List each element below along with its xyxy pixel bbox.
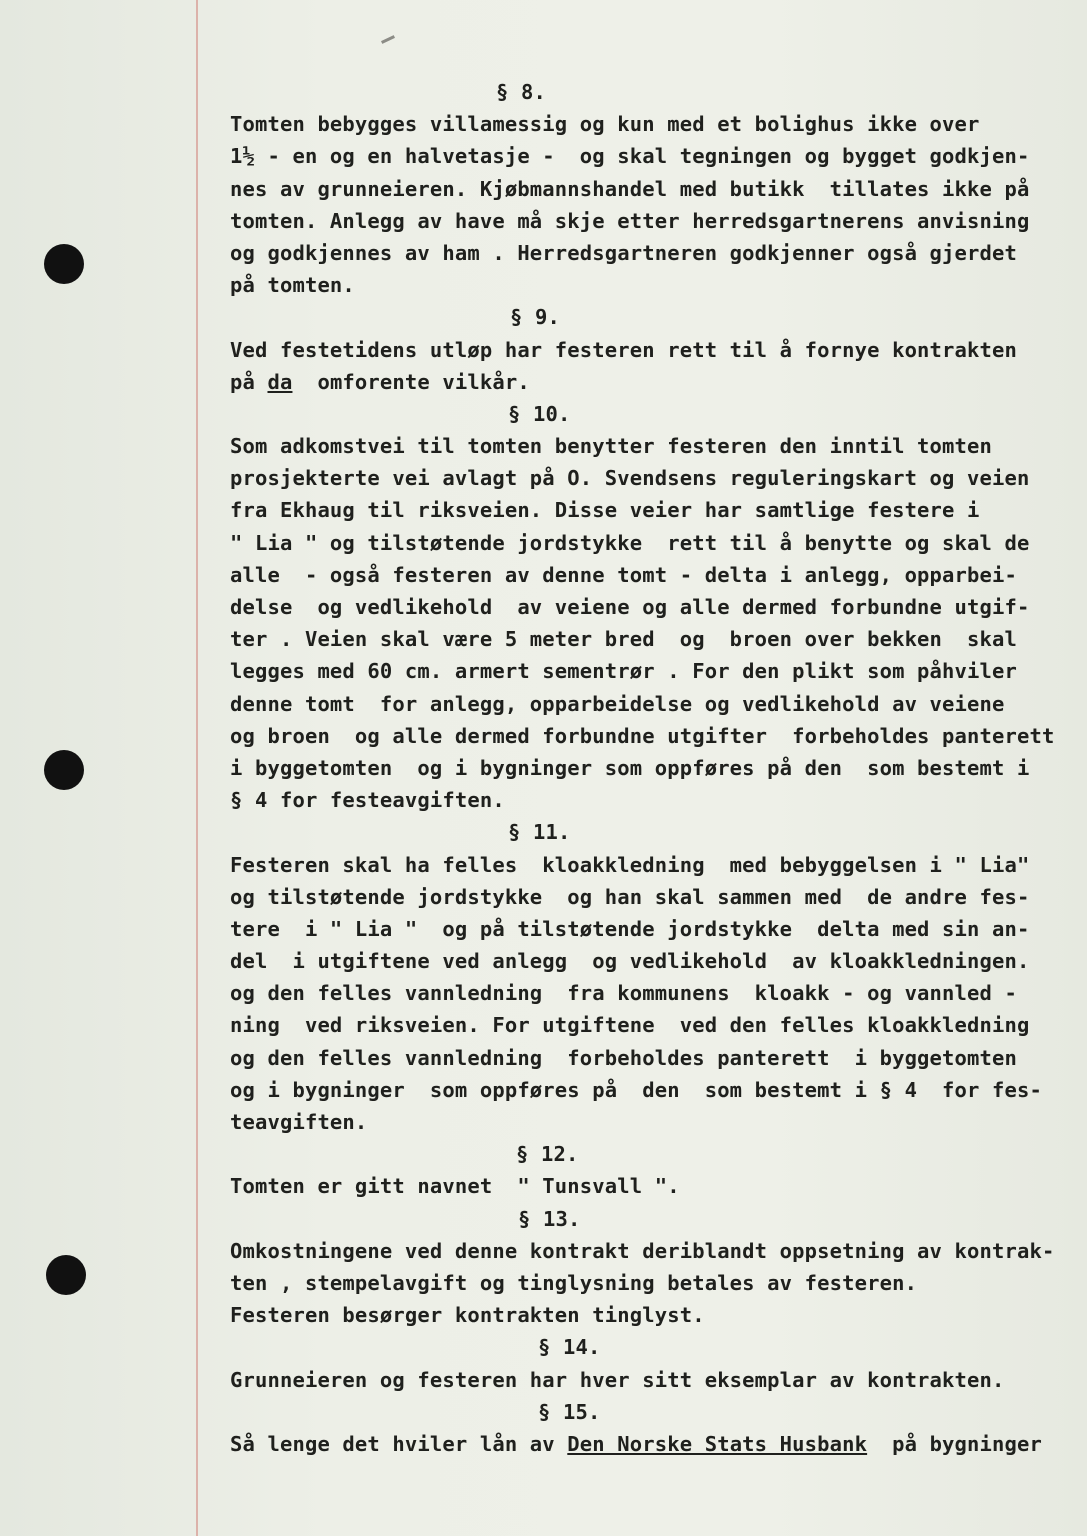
text-line: og godkjennes av ham . Herredsgartneren godkjenner også gjerdet bbox=[230, 240, 1017, 265]
text-line: Festeren besørger kontrakten tinglyst. bbox=[230, 1303, 705, 1328]
section-heading: § 10. bbox=[508, 401, 571, 426]
section-heading: § 11. bbox=[508, 820, 571, 845]
text-line: og den felles vannledning forbeholdes panterett i byggetomten bbox=[230, 1045, 1017, 1070]
text-line: legges med 60 cm. armert sementrør . For den plikt som påhviler bbox=[230, 659, 1017, 684]
punch-hole bbox=[44, 244, 84, 284]
text-line: fra Ekhaug til riksveien. Disse veier har samtlige festere i bbox=[230, 498, 980, 523]
text-line: Festeren skal ha felles kloakkledning med bebyggelsen i " Lia" bbox=[230, 852, 1030, 877]
punch-hole bbox=[44, 750, 84, 790]
text-line: prosjekterte vei avlagt på O. Svendsens reguleringskart og veien bbox=[230, 466, 1030, 491]
text-line: og broen og alle dermed forbundne utgifter forbeholdes panterett bbox=[230, 723, 1055, 748]
pen-mark bbox=[381, 35, 395, 44]
text-line: nes av grunneieren. Kjøbmannshandel med butikk tillates ikke på bbox=[230, 176, 1030, 201]
text-line: og den felles vannledning fra kommunens kloakk - og vannled - bbox=[230, 981, 1017, 1006]
text-line: Tomten er gitt navnet " Tunsvall ". bbox=[230, 1174, 680, 1199]
text-line: tomten. Anlegg av have må skje etter herredsgartnerens anvisning bbox=[230, 208, 1030, 233]
text-line: ter . Veien skal være 5 meter bred og broen over bekken skal bbox=[230, 627, 1017, 652]
punch-hole bbox=[46, 1255, 86, 1295]
section-heading: § 15. bbox=[538, 1399, 601, 1424]
text-line: 1½ - en og en halvetasje - og skal tegningen og bygget godkjen- bbox=[230, 144, 1030, 169]
text-line: " Lia " og tilstøtende jordstykke rett til å benytte og skal de bbox=[230, 530, 1030, 555]
text-line: Som adkomstvei til tomten benytter festeren den inntil tomten bbox=[230, 434, 993, 459]
text-line: og tilstøtende jordstykke og han skal sammen med de andre fes- bbox=[230, 884, 1030, 909]
text-line: ning ved riksveien. For utgiftene ved den felles kloakkledning bbox=[230, 1013, 1030, 1038]
text-line: alle - også festeren av denne tomt - delta i anlegg, opparbei- bbox=[230, 562, 1017, 587]
section-heading: § 12. bbox=[516, 1142, 579, 1167]
text-segment: omforente vilkår. bbox=[292, 369, 530, 394]
text-line: § 4 for festeavgiften. bbox=[230, 788, 505, 813]
text-line: teavgiften. bbox=[230, 1110, 368, 1134]
text-line: ten , stempelavgift og tinglysning betales av festeren. bbox=[230, 1270, 918, 1295]
text-line: tere i " Lia " og på tilstøtende jordstykke delta med sin an- bbox=[230, 916, 1030, 941]
text-line: Tomten bebygges villamessig og kun med et bolighus ikke over bbox=[230, 112, 980, 137]
text-line bbox=[230, 366, 1070, 398]
text-line: på tomten. bbox=[230, 273, 355, 298]
text-line: Ved festetidens utløp har festeren rett til å fornye kontrakten bbox=[230, 337, 1017, 362]
text-line: del i utgiftene ved anlegg og vedlikehold av kloakkledningen. bbox=[230, 949, 1030, 974]
text-line: i byggetomten og i bygninger som oppføres på den som bestemt i bbox=[230, 755, 1030, 780]
margin-rule bbox=[196, 0, 198, 1536]
text-line: denne tomt for anlegg, opparbeidelse og vedlikehold av veiene bbox=[230, 691, 1005, 716]
section-heading: § 9. bbox=[510, 305, 560, 330]
text-line: og i bygninger som oppføres på den som bestemt i § 4 for fes- bbox=[230, 1077, 1042, 1102]
text-line: Omkostningene ved denne kontrakt deriblandt oppsetning av kontrak- bbox=[230, 1238, 1055, 1263]
text-line bbox=[230, 1428, 1070, 1460]
underlined-text: Den Norske Stats Husbank bbox=[567, 1431, 868, 1456]
section-heading: § 13. bbox=[518, 1206, 581, 1231]
section-heading: § 14. bbox=[538, 1335, 601, 1360]
section-heading: § 8. bbox=[496, 80, 546, 104]
text-segment: på bygninger bbox=[867, 1431, 1042, 1456]
text-line: Grunneieren og festeren har hver sitt eksemplar av kontrakten. bbox=[230, 1367, 1005, 1392]
text-line: delse og vedlikehold av veiene og alle dermed forbundne utgif- bbox=[230, 595, 1030, 619]
text-segment: på bbox=[230, 369, 268, 394]
underlined-text: da bbox=[267, 369, 293, 394]
text-segment: Så lenge det hviler lån av bbox=[230, 1431, 568, 1456]
document-body bbox=[230, 76, 1070, 1460]
